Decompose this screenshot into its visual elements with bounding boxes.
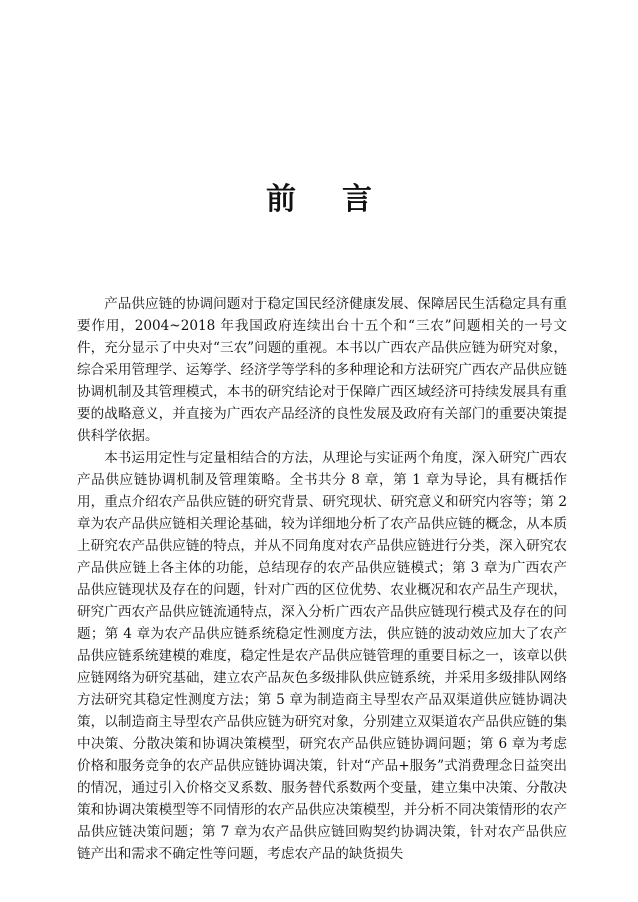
paragraph: 产品供应链的协调问题对于稳定国民经济健康发展、保障居民生活稳定具有重要作用，2004~2018 年我国政府连续出台十五个和“三农”问题相关的一号文件，充分显示了中央对“三农”问题的重视。本书以广西农产品供应链为研究对象，综合采用管理学、运筹学、经济学等学科的多种理论和方法研究广西农产品供应链协调机制及其管理模式，本书的研究结论对于保障广西区域经济可持续发展具有重要的战略意义，并直接为广西农产品经济的良性发展及政府有关部门的重要决策提供科学依据。 [77, 296, 567, 444]
page-title: 前言 [266, 182, 418, 217]
preface-body [77, 293, 567, 865]
paragraph: 本书运用定性与定量相结合的方法，从理论与实证两个角度，深入研究广西农产品供应链协调机制及管理策略。全书共分 8 章，第 1 章为导论，具有概括作用，重点介绍农产品供应链的研究背景、研究现状、研究意义和研究内容等；第 2 章为农产品供应链相关理论基础，较为详细地分析了农产品供应链的概念，从本质上研究农产品供应链的特点，并从不同角度对农产品供应链进行分类，深入研究农产品供应链上各主体的功能，总结现存的农产品供应链模式；第 3 章为广西农产品供应链现状及存在的问题，针对广西的区位优势、农业概况和农产品生产现状，研究广西农产品供应链流通特点，深入分析广西农产品供应链现行模式及存在的问题；第 4 章为农产品供应链系统稳定性测度方法，供应链的波动效应加大了农产品供应链系统建模的难度，稳定性是农产品供应链管理的重要目标之一，该章以供应链网络为研究基础，建立农产品灰色多级排队供应链系统，并采用多级排队网络方法研究其稳定性测度方法；第 5 章为制造商主导型农产品双渠道供应链协调决策，以制造商主导型农产品供应链为研究对象，分别建立双渠道农产品供应链的集中决策、分散决策和协调决策模型，研究农产品供应链协调问题；第 6 章为考虑价格和服务竞争的农产品供应链协调决策，针对“产品+服务”式消费理念日益突出的情况，通过引入价格交叉系数、服务替代系数两个变量，建立集中决策、分散决策和协调决策模型等不同情形的农产品供应决策模型，并分析不同决策情形的农产品供应链决策问题；第 7 章为农产品供应链回购契约协调决策，针对农产品供应链产出和需求不确定性等问题，考虑农产品的缺货损失 [77, 450, 567, 862]
